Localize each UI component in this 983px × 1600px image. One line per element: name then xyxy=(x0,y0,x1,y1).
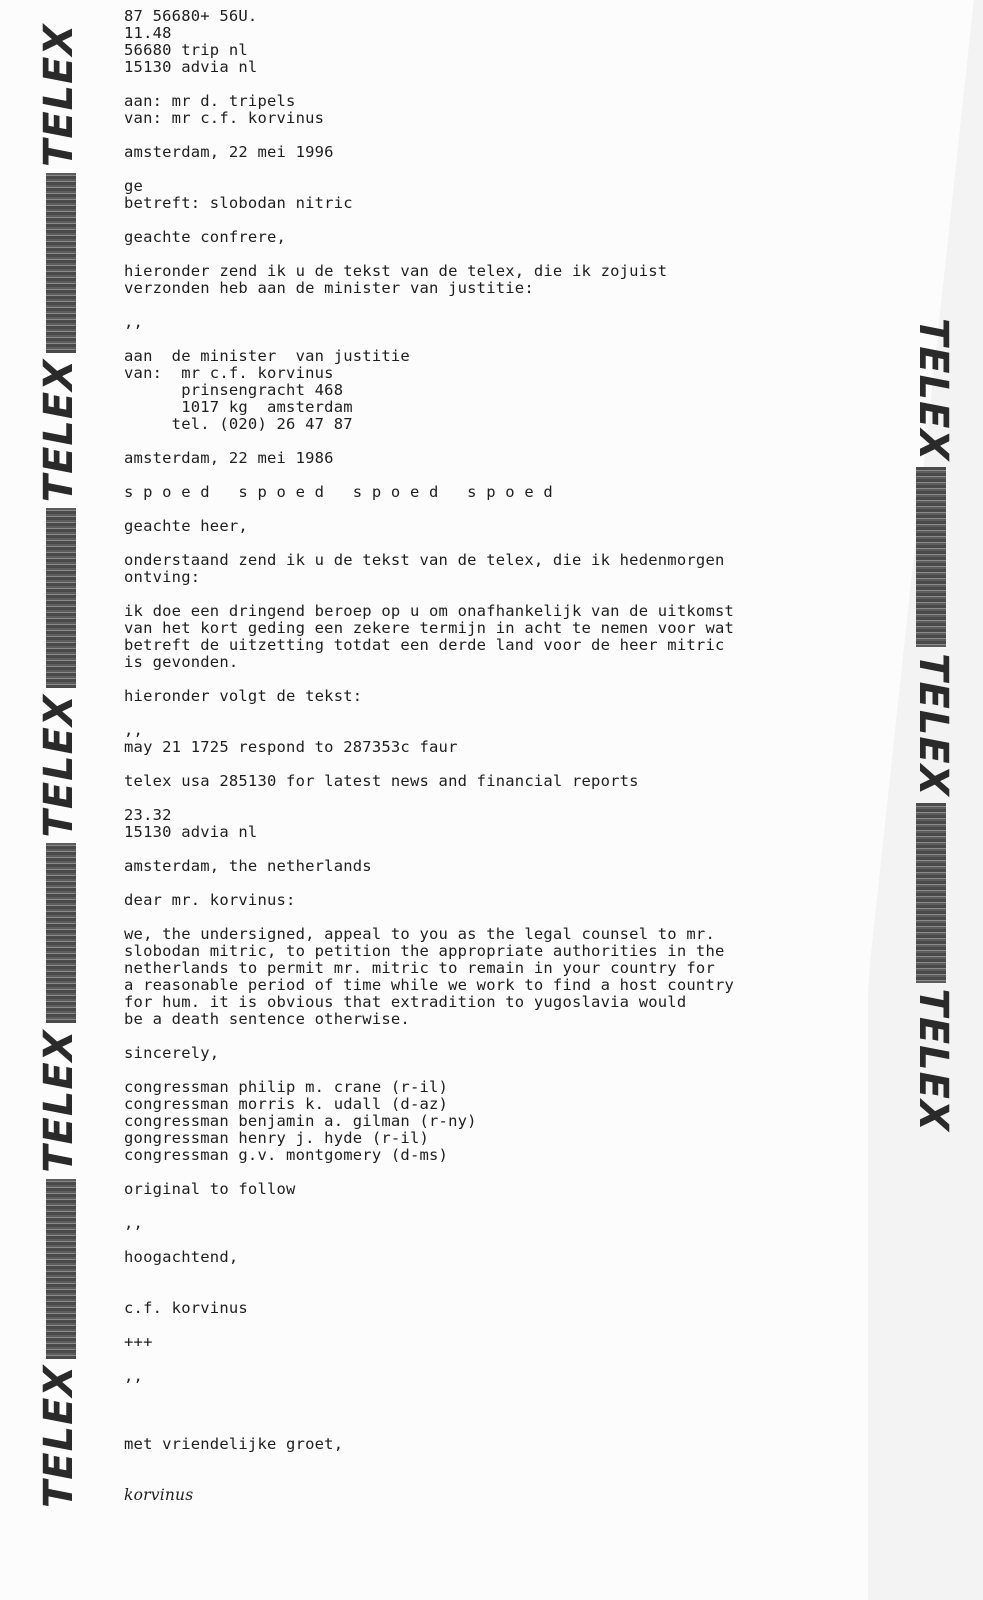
telex-line: hoogachtend, xyxy=(124,1248,239,1266)
telex-line xyxy=(124,586,864,603)
telex-word: TELEX xyxy=(36,23,82,167)
telex-line: 23.32 xyxy=(124,806,172,824)
telex-line xyxy=(124,1351,864,1368)
telex-line: van het kort geding een zekere termijn in acht te nemen voor wat xyxy=(124,619,735,637)
telex-bar xyxy=(46,1179,76,1359)
telex-line: a reasonable period of time while we work to find a host country xyxy=(124,976,735,994)
telex-word: TELEX xyxy=(910,988,956,1132)
telex-line: congressman philip m. crane (r-il) xyxy=(124,1078,449,1096)
telex-band-left xyxy=(36,12,82,1508)
telex-line xyxy=(124,433,864,450)
telex-line: hieronder volgt de tekst: xyxy=(124,687,363,705)
telex-line: dear mr. korvinus: xyxy=(124,891,296,909)
telex-line: c.f. korvinus xyxy=(124,1299,248,1317)
telex-line: betreft de uitzetting totdat een derde land voor de heer mitric xyxy=(124,636,725,654)
telex-word: TELEX xyxy=(910,318,956,462)
telex-line xyxy=(124,1453,864,1470)
telex-line: we, the undersigned, appeal to you as the legal counsel to mr. xyxy=(124,925,715,943)
telex-line xyxy=(124,1419,864,1436)
telex-line: amsterdam, 22 mei 1986 xyxy=(124,449,334,467)
telex-line: slobodan mitric, to petition the appropriate authorities in the xyxy=(124,942,725,960)
telex-line: hieronder zend ik u de tekst van de telex, die ik zojuist xyxy=(124,262,668,280)
telex-line: congressman benjamin a. gilman (r-ny) xyxy=(124,1112,477,1130)
telex-line: met vriendelijke groet, xyxy=(124,1435,344,1453)
telex-word: TELEX xyxy=(36,1364,82,1508)
telex-line: congressman morris k. udall (d-az) xyxy=(124,1095,449,1113)
telex-line xyxy=(124,1385,864,1402)
telex-line: amsterdam, 22 mei 1996 xyxy=(124,143,334,161)
telex-band-right xyxy=(910,318,956,1132)
telex-line: ontving: xyxy=(124,568,201,586)
telex-bar xyxy=(46,173,76,353)
telex-line xyxy=(124,1470,864,1487)
telex-line: be a death sentence otherwise. xyxy=(124,1010,410,1028)
telex-line: betreft: slobodan nitric xyxy=(124,194,353,212)
telex-line: korvinus xyxy=(124,1486,194,1504)
telex-line xyxy=(124,909,864,926)
telex-line xyxy=(124,671,864,688)
telex-line xyxy=(124,705,864,722)
telex-word: TELEX xyxy=(36,1029,82,1173)
telex-line: s p o e d s p o e d s p o e d s p o e d xyxy=(124,483,553,501)
telex-line: original to follow xyxy=(124,1180,296,1198)
telex-line: netherlands to permit mr. mitric to remain in your country for xyxy=(124,959,715,977)
telex-line: sincerely, xyxy=(124,1044,220,1062)
telex-line xyxy=(124,76,864,93)
telex-line: ik doe een dringend beroep op u om onafhankelijk van de uitkomst xyxy=(124,602,735,620)
telex-line xyxy=(124,246,864,263)
telex-line: verzonden heb aan de minister van justitie: xyxy=(124,279,534,297)
telex-line: 15130 advia nl xyxy=(124,823,258,841)
telex-line: ,, xyxy=(124,313,144,331)
telex-bar xyxy=(916,803,946,983)
telex-line xyxy=(124,535,864,552)
telex-line xyxy=(124,841,864,858)
telex-line xyxy=(124,1283,864,1300)
telex-line: onderstaand zend ik u de tekst van de telex, die ik hedenmorgen xyxy=(124,551,725,569)
telex-line xyxy=(124,467,864,484)
telex-line xyxy=(124,161,864,178)
telex-line: ,, xyxy=(124,1214,144,1232)
telex-bar xyxy=(46,843,76,1023)
telex-line: ,, xyxy=(124,721,144,739)
telex-line: for hum. it is obvious that extradition to yugoslavia would xyxy=(124,993,687,1011)
telex-line: 1017 kg amsterdam xyxy=(124,398,353,416)
telex-line xyxy=(124,1028,864,1045)
telex-line: aan de minister van justitie xyxy=(124,347,410,365)
telex-word: TELEX xyxy=(36,694,82,838)
telex-word: TELEX xyxy=(910,653,956,797)
telex-line xyxy=(124,1266,864,1283)
telex-line xyxy=(124,501,864,518)
telex-line: geachte heer, xyxy=(124,517,248,535)
telex-bar xyxy=(46,508,76,688)
telex-line: prinsengracht 468 xyxy=(124,381,344,399)
telex-line: 56680 trip nl xyxy=(124,41,248,59)
telex-line: tel. (020) 26 47 87 xyxy=(124,415,353,433)
telex-line: 15130 advia nl xyxy=(124,58,258,76)
telex-line xyxy=(124,212,864,229)
telex-line xyxy=(124,790,864,807)
telex-line xyxy=(124,297,864,314)
telex-line xyxy=(124,1164,864,1181)
telex-line: congressman g.v. montgomery (d-ms) xyxy=(124,1146,449,1164)
telex-line: van: mr c.f. korvinus xyxy=(124,109,325,127)
telex-line: may 21 1725 respond to 287353c faur xyxy=(124,738,458,756)
telex-line xyxy=(124,1062,864,1079)
telex-line: +++ xyxy=(124,1333,153,1351)
telex-line: 87 56680+ 56U. xyxy=(124,7,258,25)
telex-line: geachte confrere, xyxy=(124,228,287,246)
telex-line xyxy=(124,1232,864,1249)
telex-line: van: mr c.f. korvinus xyxy=(124,364,334,382)
telex-line: is gevonden. xyxy=(124,653,239,671)
telex-line: ge xyxy=(124,177,144,195)
telex-line xyxy=(124,1198,864,1215)
telex-body xyxy=(124,8,864,1504)
telex-line: gongressman henry j. hyde (r-il) xyxy=(124,1129,430,1147)
telex-line xyxy=(124,1402,864,1419)
telex-line xyxy=(124,1317,864,1334)
telex-line xyxy=(124,875,864,892)
telex-band-right-text xyxy=(910,318,956,1132)
telex-line: 11.48 xyxy=(124,24,172,42)
telex-band-left-text xyxy=(36,24,82,1508)
telex-line xyxy=(124,127,864,144)
telex-line: ,, xyxy=(124,1367,144,1385)
telex-bar xyxy=(916,467,946,647)
telex-line: aan: mr d. tripels xyxy=(124,92,296,110)
telex-line xyxy=(124,331,864,348)
telex-word: TELEX xyxy=(36,358,82,503)
telex-line: amsterdam, the netherlands xyxy=(124,857,372,875)
telex-line xyxy=(124,756,864,773)
telex-line: telex usa 285130 for latest news and financial reports xyxy=(124,772,639,790)
